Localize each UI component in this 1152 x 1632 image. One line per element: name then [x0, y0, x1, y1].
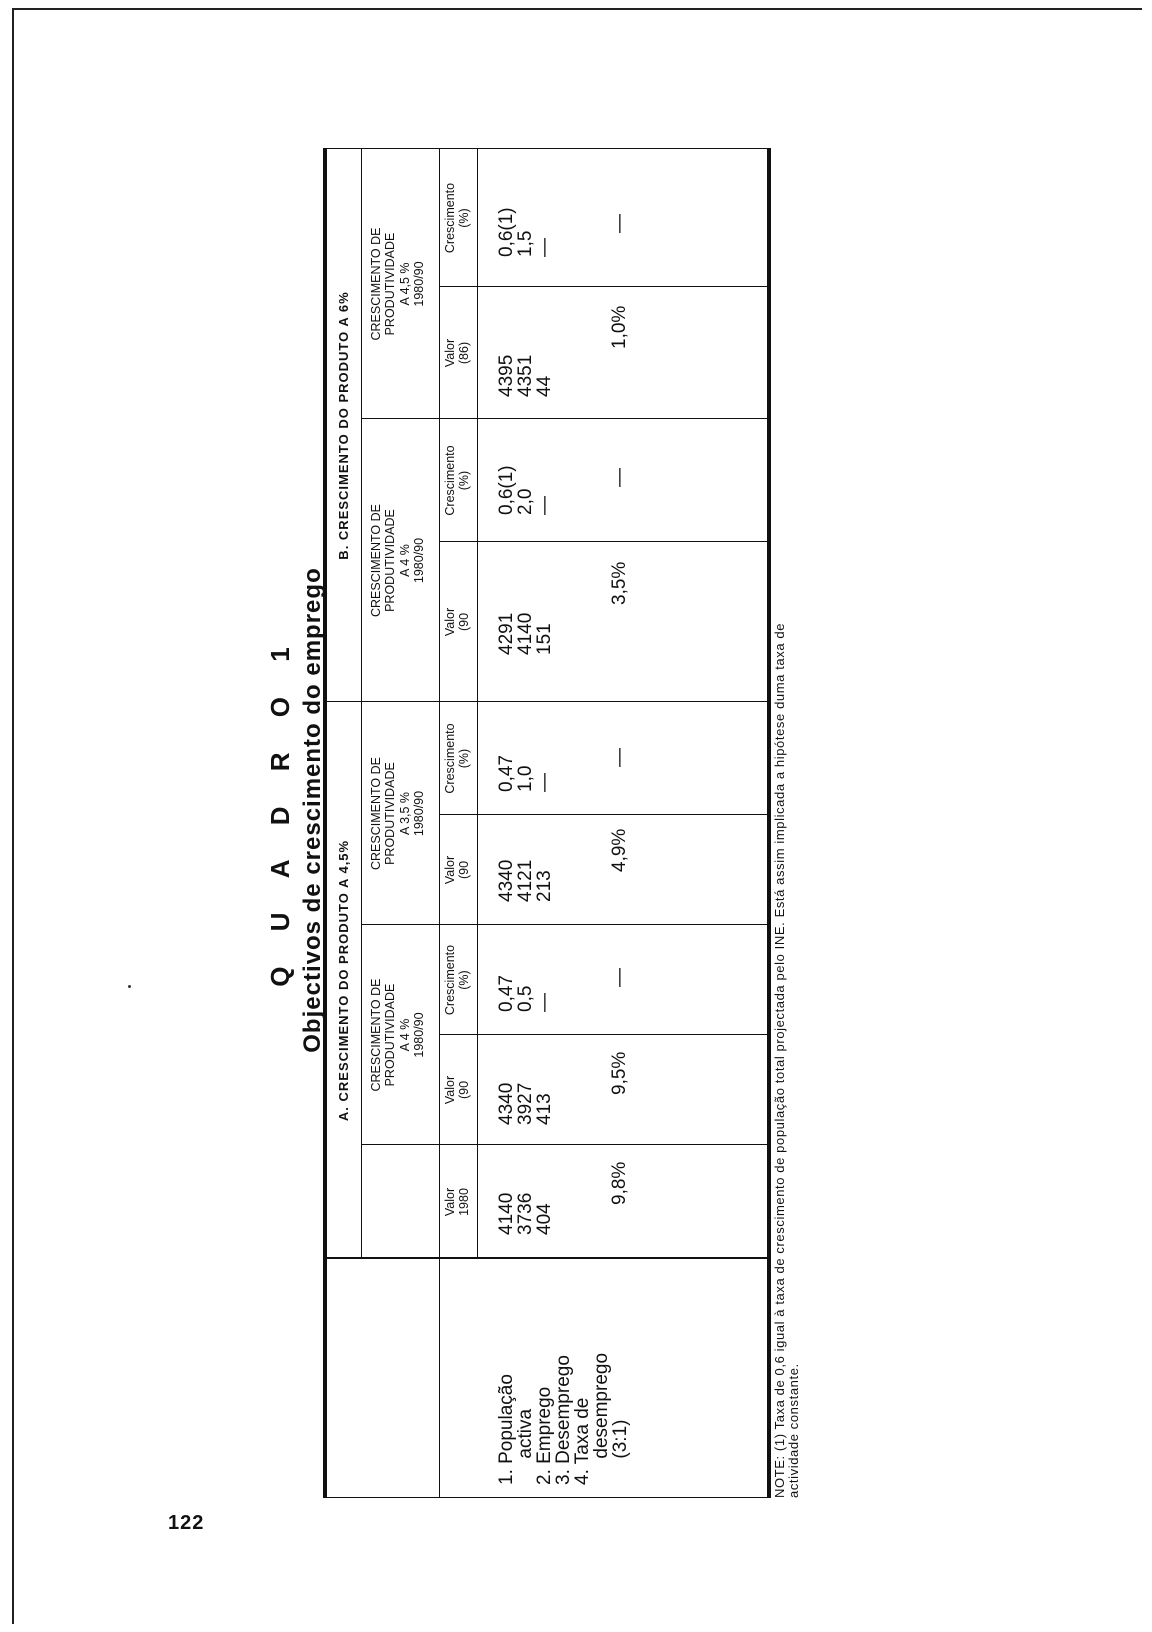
table-cell: — — [609, 468, 630, 487]
data-column — [497, 1083, 554, 1125]
col-divider — [439, 814, 767, 815]
table-cell: — — [534, 496, 555, 515]
column-header-line: (90 — [457, 860, 472, 880]
column-header-line: (%) — [457, 970, 472, 990]
row-label: 1. População — [496, 1374, 517, 1485]
table-cell: 4351 — [515, 354, 536, 397]
table-title: Q U A D R O 1 — [265, 633, 295, 987]
scenario-header-line: 1980/90 — [412, 1012, 427, 1058]
column-header — [443, 1035, 472, 1145]
group-header-rule — [361, 149, 362, 1259]
table-cell: 4291 — [496, 612, 517, 655]
table-cell: — — [609, 748, 630, 767]
table-cell: 4340 — [496, 1082, 517, 1125]
table-cell: 3,5% — [609, 561, 630, 605]
table-cell: 404 — [534, 1203, 555, 1235]
scenario-header-line: A 4 % — [397, 544, 412, 577]
column-header — [443, 1145, 472, 1259]
scan-border-top — [12, 8, 1142, 10]
column-header-line: (%) — [457, 748, 472, 769]
table-cell: 9,5% — [609, 1051, 630, 1095]
table-cell: 213 — [534, 870, 555, 902]
scenario-header-line: 1980/90 — [412, 261, 427, 307]
column-header-line: (%) — [457, 208, 472, 228]
page-number: 122 — [168, 1512, 205, 1534]
column-header-line: Crescimento — [443, 182, 457, 254]
column-header-line: Crescimento — [443, 723, 457, 794]
table-cell: — — [534, 773, 555, 792]
group-header-b: B. CRESCIMENTO DO PRODUTO A 6% — [336, 291, 351, 560]
table-cell: 9,8% — [609, 1161, 630, 1205]
data-column — [497, 355, 554, 397]
column-header-line: Valor — [443, 1187, 457, 1217]
table-cell: 413 — [534, 1093, 555, 1125]
table-cell: 1,5 — [515, 230, 536, 257]
scenario-header-line: A 4 % — [397, 1018, 412, 1052]
column-header-line: (%) — [457, 470, 472, 491]
data-column — [497, 860, 554, 902]
table-cell: 151 — [534, 623, 555, 655]
table-cell: 3927 — [515, 1082, 536, 1125]
table-cell: 0,47 — [496, 975, 517, 1012]
footnote-line: actividade constante. — [786, 1363, 801, 1498]
data-column — [497, 207, 554, 257]
table-cell: — — [534, 993, 555, 1012]
table-subtitle: Objectivos de crescimento do emprego — [299, 567, 326, 1053]
column-header — [443, 702, 472, 815]
label-header-rule — [439, 1259, 440, 1497]
column-header — [443, 815, 472, 925]
scenario-header-line: PRODUTIVIDADE — [383, 232, 398, 336]
column-header-rule — [439, 149, 440, 1259]
table-cell: 0,6(1) — [496, 207, 517, 257]
col-divider — [439, 541, 767, 542]
column-header — [443, 287, 472, 419]
scenario-header-line: A 4,5 % — [397, 262, 412, 306]
column-header-line: (86) — [457, 341, 472, 365]
scenario-header — [369, 149, 427, 419]
scan-border-left — [12, 8, 14, 1624]
table-cell: 4340 — [496, 859, 517, 902]
row-label: 4. Taxa de — [572, 1397, 593, 1485]
footnote-line: NOTE: (1) Taxa de 0,6 igual à taxa de crescimento de população total projectada pelo INE. Está assim implicada a hipótese duma taxa de — [772, 622, 787, 1498]
col-divider — [439, 1034, 767, 1035]
scenario-header-line: 1980/90 — [412, 537, 427, 584]
scenario-header-line: PRODUTIVIDADE — [383, 509, 398, 612]
scenario-header-line: CRESCIMENTO DE — [369, 757, 383, 870]
data-column — [497, 975, 554, 1012]
column-header-line: (90 — [457, 1080, 472, 1100]
row-label: 3. Desemprego — [553, 1355, 574, 1485]
scenario-header-line: PRODUTIVIDADE — [383, 762, 398, 865]
column-header — [443, 542, 472, 702]
employment-table — [323, 148, 771, 1498]
group-header-a: A. CRESCIMENTO DO PRODUTO A 4,5% — [336, 839, 351, 1122]
column-header-line: Valor — [443, 1075, 457, 1105]
column-header-line: Crescimento — [443, 445, 457, 516]
column-header-line: 1980 — [457, 1188, 472, 1216]
scenario-header-line: CRESCIMENTO DE — [369, 227, 383, 341]
table-cell: 4,9% — [609, 828, 630, 872]
table-footnote — [773, 108, 801, 1498]
table-cell: — — [609, 968, 630, 987]
row-label: desemprego — [591, 1352, 612, 1485]
table-cell: 1,0% — [609, 305, 630, 349]
header-body-rule — [477, 149, 478, 1259]
scenario-header-line: CRESCIMENTO DE — [369, 504, 383, 617]
table-cell: — — [534, 238, 555, 257]
table-cell: 4140 — [496, 1192, 517, 1235]
table-cell: 2,0 — [515, 488, 536, 515]
table-cell: 3736 — [515, 1192, 536, 1235]
scan-speck — [128, 985, 131, 988]
table-cell: 4140 — [515, 612, 536, 655]
row-label: 2. Emprego — [534, 1386, 555, 1485]
table-cell: 0,6(1) — [496, 465, 517, 515]
column-header — [443, 925, 472, 1035]
table-cell: 1,0 — [515, 765, 536, 792]
column-header — [443, 149, 472, 287]
table-cell: 0,47 — [496, 755, 517, 792]
scenario-header — [369, 702, 427, 925]
scenario-header-line: CRESCIMENTO DE — [369, 978, 383, 1092]
data-column — [497, 1193, 554, 1235]
scenario-header-line: A 3,5 % — [397, 791, 412, 836]
table-cell: 4121 — [515, 859, 536, 902]
row-label: activa — [515, 1408, 536, 1485]
row-labels — [497, 1255, 630, 1485]
table-cell: — — [609, 214, 630, 233]
table-cell: 0,5 — [515, 985, 536, 1012]
column-header-line: Valor — [443, 338, 457, 368]
scenario-header-line: 1980/90 — [412, 790, 427, 837]
scenario-header-line: PRODUTIVIDADE — [383, 983, 398, 1087]
scenario-header — [369, 925, 427, 1145]
column-header — [443, 419, 472, 542]
column-header-line: Valor — [443, 855, 457, 885]
data-column — [497, 755, 554, 792]
column-header-line: (90 — [457, 612, 472, 632]
table-cell: 44 — [534, 375, 555, 397]
column-header-line: Crescimento — [443, 944, 457, 1016]
data-column — [497, 613, 554, 655]
scenario-header — [369, 419, 427, 702]
column-header-line: Valor — [443, 607, 457, 637]
rotated-table-block — [265, 60, 805, 1560]
table-cell: 4395 — [496, 354, 517, 397]
col-divider — [439, 286, 767, 287]
row-label: (3:1) — [610, 1419, 631, 1485]
data-column — [497, 465, 554, 515]
